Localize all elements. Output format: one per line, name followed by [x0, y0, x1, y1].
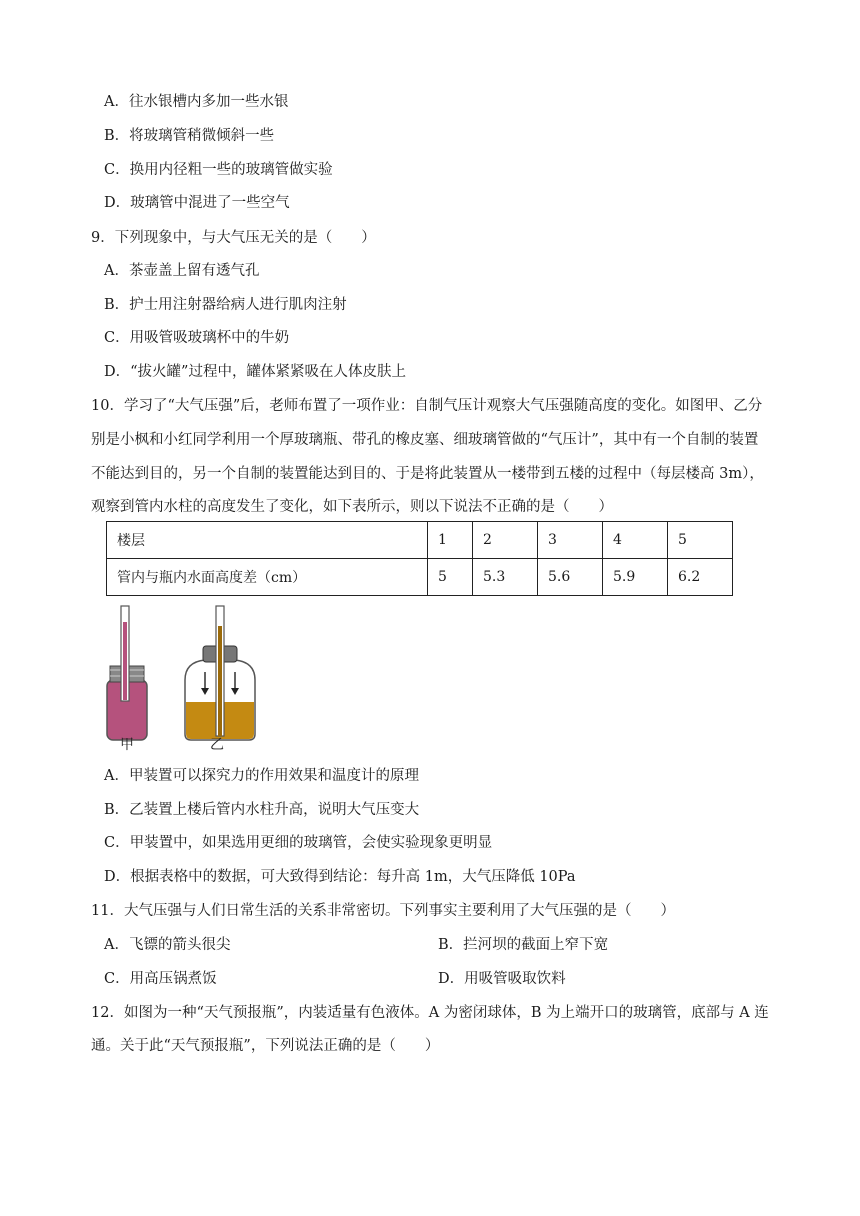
q9-option-a: A．茶壶盖上留有透气孔 [104, 263, 260, 279]
q10-option-a: A．甲装置可以探究力的作用效果和温度计的原理 [104, 768, 419, 784]
q9-option-b: B．护士用注射器给病人进行肌肉注射 [104, 297, 347, 313]
device-jia [107, 606, 147, 740]
q10-stem-line-2: 别是小枫和小红同学利用一个厚玻璃瓶、带孔的橡皮塞、细玻璃管做的“气压计”，其中有一个自制的装置 [91, 432, 759, 448]
barometer-figure [100, 602, 260, 752]
q8-option-d: D．玻璃管中混进了一些空气 [104, 195, 290, 211]
table-cell: 2 [473, 522, 538, 559]
q8-option-a: A．往水银槽内多加一些水银 [104, 94, 289, 110]
q11-option-d: D．用吸管吸取饮料 [438, 971, 566, 987]
label-jia: 甲 [120, 737, 134, 752]
table-row-label-height: 管内与瓶内水面高度差（cm） [107, 559, 428, 596]
q8-option-b: B．将玻璃管稍微倾斜一些 [104, 128, 275, 144]
table-row [107, 522, 733, 559]
table-cell: 6.2 [668, 559, 733, 596]
q10-stem-line-3: 不能达到目的，另一个自制的装置能达到目的、于是将此装置从一楼带到五楼的过程中（每层楼高 3m）， [91, 466, 764, 482]
q11-option-b: B．拦河坝的截面上窄下宽 [438, 937, 609, 953]
table-cell: 4 [603, 522, 668, 559]
q9-option-d: D．“拔火罐”过程中，罐体紧紧吸在人体皮肤上 [104, 364, 406, 380]
q10-option-d: D．根据表格中的数据，可大致得到结论：每升高 1m，大气压降低 10Pa [104, 869, 576, 885]
table-cell: 5.6 [538, 559, 603, 596]
table-cell: 5.9 [603, 559, 668, 596]
device-yi [185, 606, 255, 740]
q12-stem-line-2: 通。关于此“天气预报瓶”，下列说法正确的是（ ） [91, 1038, 440, 1054]
table-cell: 3 [538, 522, 603, 559]
q10-option-b: B．乙装置上楼后管内水柱升高，说明大气压变大 [104, 802, 420, 818]
q9-stem: 9．下列现象中，与大气压无关的是（ ） [91, 230, 376, 246]
q11-option-c: C．用高压锅煮饭 [104, 971, 217, 987]
q11-stem: 11．大气压强与人们日常生活的关系非常密切。下列事实主要利用了大气压强的是（ ） [91, 903, 675, 919]
label-yi: 乙 [210, 737, 224, 752]
q8-option-c: C．换用内径粗一些的玻璃管做实验 [104, 162, 333, 178]
q11-option-a: A．飞镖的箭头很尖 [104, 937, 231, 953]
floor-height-table [106, 521, 733, 596]
table-cell: 1 [428, 522, 473, 559]
table-row-label-floor: 楼层 [107, 522, 428, 559]
q10-stem-line-1: 10．学习了“大气压强”后，老师布置了一项作业：自制气压计观察大气压强随高度的变化。如图甲、乙分 [91, 398, 763, 414]
table-cell: 5 [428, 559, 473, 596]
q9-option-c: C．用吸管吸玻璃杯中的牛奶 [104, 330, 290, 346]
q10-option-c: C．甲装置中，如果选用更细的玻璃管，会使实验现象更明显 [104, 835, 493, 851]
q10-stem-line-4: 观察到管内水柱的高度发生了变化，如下表所示，则以下说法不正确的是（ ） [91, 499, 613, 515]
table-cell: 5 [668, 522, 733, 559]
q12-stem-line-1: 12．如图为一种“天气预报瓶”，内装适量有色液体。A 为密闭球体，B 为上端开口的玻璃管，底部与 A 连 [91, 1005, 769, 1021]
table-cell: 5.3 [473, 559, 538, 596]
table-row [107, 559, 733, 596]
